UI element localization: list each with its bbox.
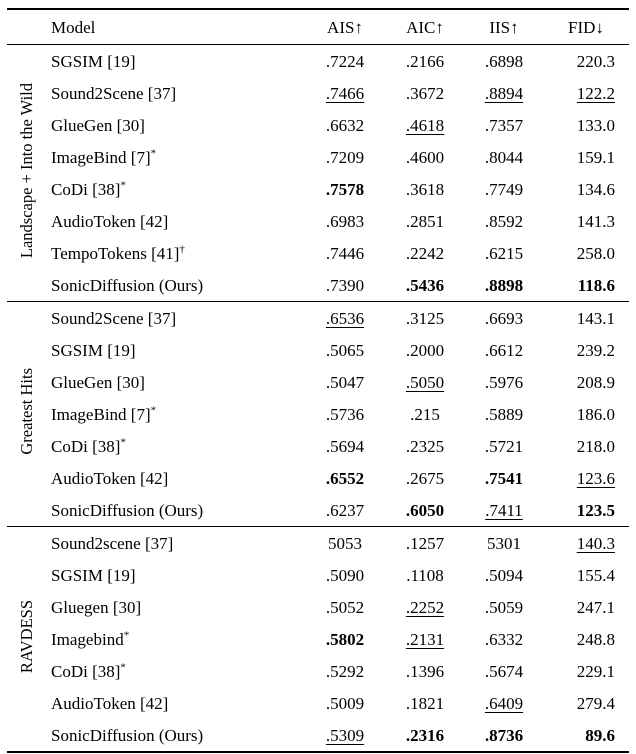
value-cell: 141.3 — [576, 211, 615, 231]
value-cell: .6552 — [325, 468, 365, 488]
value-cell: .1257 — [385, 527, 465, 560]
group-label-cell — [7, 527, 47, 753]
value-cell: .6983 — [325, 211, 365, 231]
value-cell: .7224 — [325, 51, 365, 71]
value-cell: .3618 — [405, 179, 445, 199]
value-cell: .6215 — [484, 243, 524, 263]
column-header-fid: FID↓ — [543, 9, 629, 45]
model-name: Sound2Scene [37] — [51, 83, 177, 103]
value-cell: .7749 — [484, 179, 524, 199]
table-row — [7, 462, 629, 494]
value-cell: 247.1 — [576, 597, 615, 617]
value-cell: .1108 — [406, 565, 444, 585]
value-cell: .5694 — [325, 436, 365, 456]
table-row — [7, 269, 629, 302]
value-cell: 143.1 — [543, 302, 629, 335]
value-cell: .3672 — [405, 83, 445, 103]
value-cell: .6693 — [465, 302, 543, 335]
value-cell: 220.3 — [576, 51, 615, 71]
model-name: GlueGen [30] — [51, 372, 145, 392]
model-name: Sound2scene [37] — [47, 527, 305, 560]
group-label-cell — [7, 45, 47, 302]
table-row — [7, 205, 629, 237]
value-cell: .5736 — [325, 404, 365, 424]
model-superscript-marker: * — [123, 628, 130, 641]
table-row — [7, 45, 629, 78]
value-cell: .2242 — [405, 243, 445, 263]
table-row — [7, 623, 629, 655]
value-cell: .1396 — [405, 661, 445, 681]
model-name: SonicDiffusion (Ours) — [51, 275, 204, 295]
value-cell: .6632 — [325, 115, 365, 135]
value-cell: .5090 — [325, 565, 365, 585]
model-name: AudioToken [42] — [51, 693, 169, 713]
model-superscript-marker: * — [150, 403, 157, 416]
table-row — [7, 237, 629, 269]
value-cell: .6409 — [484, 693, 524, 713]
value-cell: .6612 — [484, 340, 524, 360]
value-cell: 5053 — [305, 527, 385, 560]
table-row — [7, 398, 629, 430]
header-row — [7, 9, 629, 45]
value-cell: .7209 — [325, 147, 365, 167]
value-cell: .7357 — [484, 115, 524, 135]
value-cell: 239.2 — [576, 340, 615, 360]
model-name: SGSIM [19] — [51, 51, 136, 71]
value-cell: .8894 — [484, 83, 524, 103]
value-cell: 208.9 — [576, 372, 615, 392]
value-cell: 123.5 — [576, 500, 615, 520]
value-cell: .2252 — [405, 597, 445, 617]
table-row — [7, 719, 629, 752]
value-cell: .6050 — [405, 500, 445, 520]
model-name: CoDi [38]* — [51, 660, 126, 681]
value-cell: 122.2 — [576, 83, 615, 103]
model-name: TempoTokens [41]† — [51, 242, 185, 263]
model-name: Imagebind* — [51, 628, 130, 649]
group-label: RAVDESS — [16, 599, 36, 674]
value-cell: 159.1 — [576, 147, 615, 167]
value-cell: .6237 — [325, 500, 365, 520]
column-header-iis: IIS↑ — [465, 9, 543, 45]
model-name: SGSIM [19] — [51, 340, 136, 360]
value-cell: .8736 — [484, 725, 524, 745]
table-row — [7, 559, 629, 591]
model-superscript-marker: * — [120, 178, 126, 191]
value-cell: 5301 — [465, 527, 543, 560]
column-header-ais: AIS↑ — [305, 9, 385, 45]
table-row — [7, 655, 629, 687]
model-superscript-marker: * — [120, 435, 126, 448]
value-cell: .7390 — [325, 275, 365, 295]
table-row — [7, 430, 629, 462]
model-name: CoDi [38]* — [51, 178, 126, 199]
value-cell: .5052 — [325, 597, 365, 617]
value-cell: 89.6 — [585, 725, 615, 745]
table-row — [7, 366, 629, 398]
value-cell: .7446 — [325, 243, 365, 263]
value-cell: 258.0 — [576, 243, 615, 263]
value-cell: 229.1 — [576, 661, 615, 681]
value-cell: .5047 — [325, 372, 365, 392]
model-superscript-marker: * — [150, 146, 157, 159]
value-cell: .5674 — [484, 661, 524, 681]
model-name: SonicDiffusion (Ours) — [51, 725, 204, 745]
value-cell: 133.0 — [576, 115, 615, 135]
value-cell: .7411 — [485, 500, 523, 520]
value-cell: .5065 — [325, 340, 365, 360]
model-superscript-marker: * — [120, 660, 126, 673]
value-cell: .7541 — [484, 468, 524, 488]
value-cell: .2325 — [405, 436, 445, 456]
value-cell: .6536 — [305, 302, 385, 335]
model-name: Gluegen [30] — [51, 597, 142, 617]
model-name: Sound2Scene [37] — [47, 302, 305, 335]
value-cell: .2131 — [405, 629, 445, 649]
value-cell: 279.4 — [576, 693, 615, 713]
value-cell: .5094 — [484, 565, 524, 585]
group-label: Landscape + Into the Wild — [16, 82, 36, 259]
value-cell: .5436 — [405, 275, 445, 295]
table-row — [7, 109, 629, 141]
column-header-aic: AIC↑ — [385, 9, 465, 45]
group-label-cell — [7, 302, 47, 527]
value-cell: .2000 — [405, 340, 445, 360]
group-label-column — [7, 9, 47, 45]
value-cell: 118.6 — [577, 275, 615, 295]
value-cell: .5050 — [405, 372, 445, 392]
value-cell: 134.6 — [576, 179, 615, 199]
table-row — [7, 687, 629, 719]
value-cell: .3125 — [385, 302, 465, 335]
model-name: AudioToken [42] — [51, 211, 169, 231]
value-cell: 140.3 — [543, 527, 629, 560]
table-row — [7, 527, 629, 560]
value-cell: .5059 — [484, 597, 524, 617]
value-cell: .4618 — [405, 115, 445, 135]
value-cell: .7466 — [325, 83, 365, 103]
value-cell: 186.0 — [576, 404, 615, 424]
column-header-model: Model — [47, 9, 305, 45]
value-cell: .5889 — [484, 404, 524, 424]
model-name: GlueGen [30] — [51, 115, 145, 135]
table-body — [7, 45, 629, 753]
model-name: ImageBind [7]* — [51, 403, 157, 424]
value-cell: .5802 — [325, 629, 365, 649]
value-cell: .5292 — [325, 661, 365, 681]
value-cell: .7578 — [325, 179, 365, 199]
value-cell: 248.8 — [576, 629, 615, 649]
results-table — [7, 8, 629, 753]
value-cell: .6898 — [484, 51, 524, 71]
model-name: CoDi [38]* — [51, 435, 126, 456]
value-cell: .4600 — [405, 147, 445, 167]
value-cell: .2166 — [405, 51, 445, 71]
value-cell: .5009 — [325, 693, 365, 713]
table-row — [7, 141, 629, 173]
value-cell: 155.4 — [576, 565, 615, 585]
value-cell: 123.6 — [576, 468, 615, 488]
value-cell: .6332 — [484, 629, 524, 649]
group-label: Greatest Hits — [16, 368, 36, 455]
value-cell: .1821 — [405, 693, 445, 713]
table-row — [7, 334, 629, 366]
model-superscript-marker: † — [179, 242, 185, 255]
table-row — [7, 173, 629, 205]
table-row — [7, 77, 629, 109]
value-cell: .5721 — [484, 436, 524, 456]
value-cell: 218.0 — [576, 436, 615, 456]
model-name: SGSIM [19] — [51, 565, 136, 585]
value-cell: .2675 — [405, 468, 445, 488]
value-cell: .2316 — [405, 725, 445, 745]
table-row — [7, 302, 629, 335]
table-row — [7, 591, 629, 623]
value-cell: .5309 — [325, 725, 365, 745]
model-name: SonicDiffusion (Ours) — [51, 500, 204, 520]
value-cell: .8592 — [484, 211, 524, 231]
table-row — [7, 494, 629, 527]
model-name: ImageBind [7]* — [51, 146, 157, 167]
model-name: AudioToken [42] — [51, 468, 169, 488]
value-cell: .215 — [410, 404, 440, 424]
value-cell: .5976 — [484, 372, 524, 392]
value-cell: .8044 — [484, 147, 524, 167]
value-cell: .8898 — [484, 275, 524, 295]
value-cell: .2851 — [405, 211, 445, 231]
